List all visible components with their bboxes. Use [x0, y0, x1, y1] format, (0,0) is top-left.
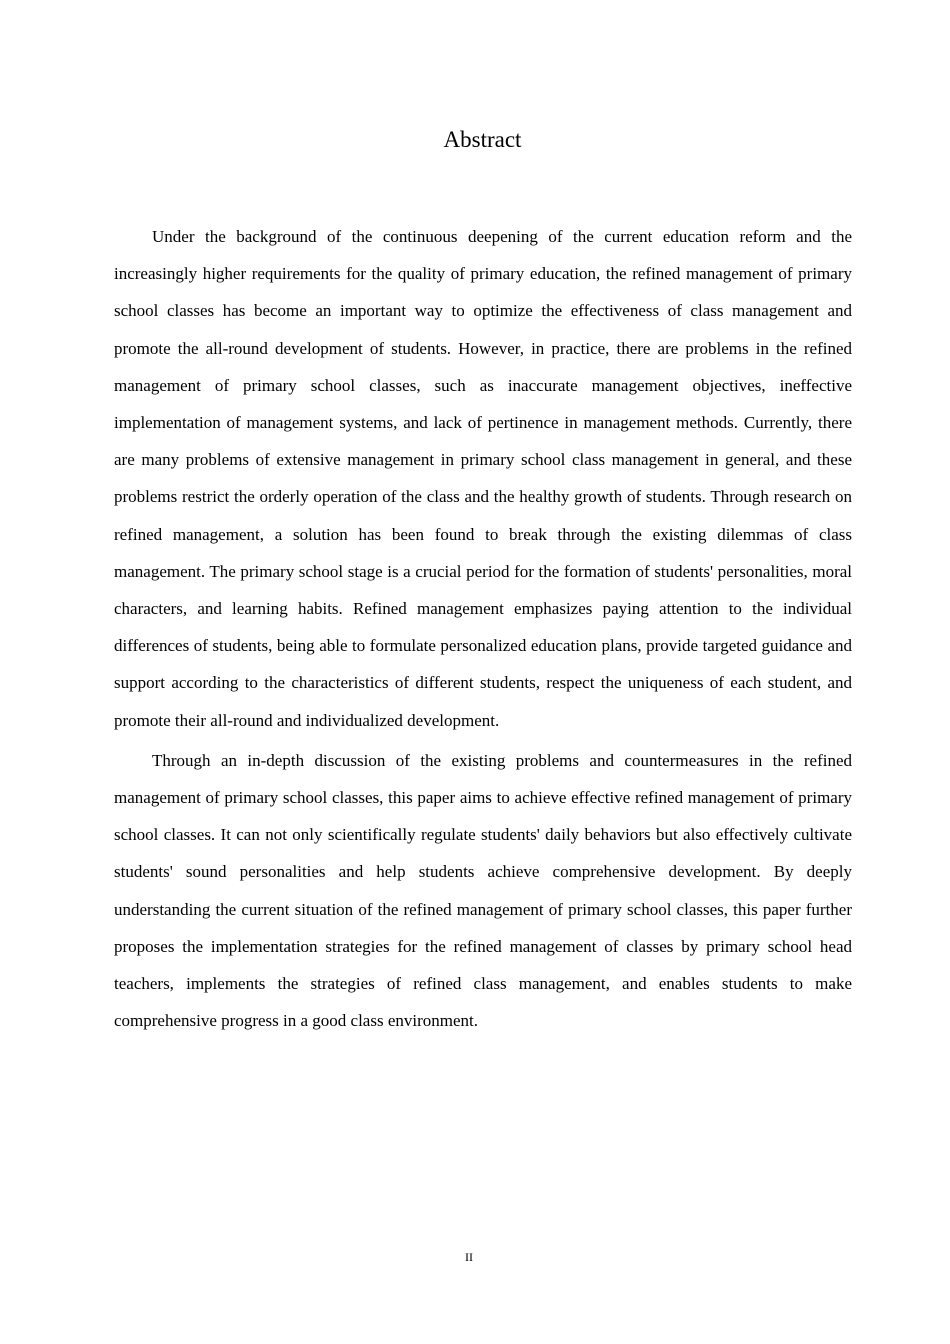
page-title: Abstract — [443, 127, 522, 152]
abstract-body — [114, 218, 852, 1039]
page-number: II — [465, 1250, 473, 1264]
abstract-paragraph-1: Under the background of the continuous deepening of the current education reform and the increasingly higher requirements for the quality of primary education, the refined management of primary school classes has become an important way to optimize the effectiveness of class management and promote the all-round development of students. However, in practice, there are problems in the refined management of primary school classes, such as inaccurate management objectives, ineffective implementation of management systems, and lack of pertinence in management methods. Currently, there are many problems of extensive management in primary school class management in general, and these problems restrict the orderly operation of the class and the healthy growth of students. Through research on refined management, a solution has been found to break through the existing dilemmas of class management. The primary school stage is a crucial period for the formation of students' personalities, moral characters, and learning habits. Refined management emphasizes paying attention to the individual differences of students, being able to formulate personalized education plans, provide targeted guidance and support according to the characteristics of different students, respect the uniqueness of each student, and promote their all-round and individualized development. — [114, 227, 852, 730]
abstract-paragraph-2: Through an in-depth discussion of the existing problems and countermeasures in the refined management of primary school classes, this paper aims to achieve effective refined management of primary school classes. It can not only scientifically regulate students' daily behaviors but also effectively cultivate students' sound personalities and help students achieve comprehensive development. By deeply understanding the current situation of the refined management of primary school classes, this paper further proposes the implementation strategies for the refined management of classes by primary school head teachers, implements the strategies of refined class management, and enables students to make comprehensive progress in a good class environment. — [114, 750, 852, 1031]
